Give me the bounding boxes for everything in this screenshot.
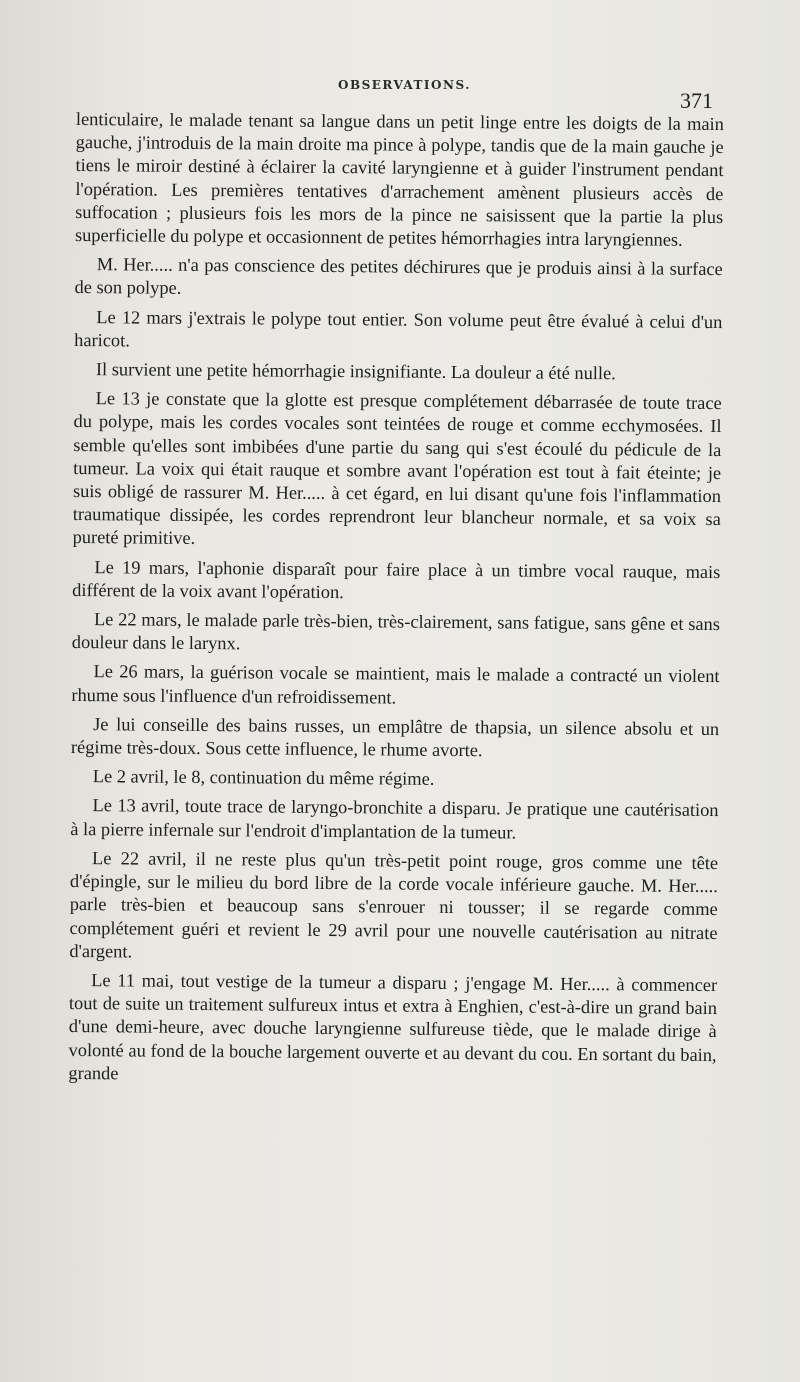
paragraph: Le 22 avril, il ne reste plus qu'un très-petit point rouge, gros comme une tête d'épingle, sur le milieu du bord libre de la corde vocale inférieure gauche. M. Her..... parle très-bien et beaucoup sans s'enrouer ni tousser; il se regarde comme complétement guéri et revient le 29 avril pour une nouvelle cautérisation au nitrate d'argent.	[69, 848, 719, 962]
page-number: 371	[680, 88, 713, 113]
paragraph: Il survient une petite hémorrhagie insignifiante. La douleur a été nulle.	[95, 359, 616, 384]
paragraph: Le 22 mars, le malade parle très-bien, très-clairement, sans fatigue, sans gêne et sans douleur dans le larynx.	[71, 609, 721, 654]
paragraph: M. Her..... n'a pas conscience des petites déchirures que je produis ainsi à la surface de son polype.	[74, 254, 723, 299]
paragraph: Le 2 avril, le 8, continuation du même régime.	[92, 766, 435, 790]
paragraph: Le 12 mars j'extrais le polype tout entier. Son volume peut être évalué à celui d'un haricot.	[74, 306, 723, 351]
body-text	[68, 108, 724, 1096]
paragraph: lenticulaire, le malade tenant sa langue dans un petit linge entre les doigts de la main gauche, j'introduis de la main droite ma pince à polype, tandis que de la main gauche je tiens le miroir destiné à éclairer la cavité laryngienne et à guider l'instrument pendant l'opération. Les premières tentatives d'arrachement amènent plusieurs accès de suffocation ; plusieurs fois les mors de la pince ne saisissent que la partie la plus superficielle du polype et occasionnent de petites hémorrhagies intra laryngiennes.	[74, 108, 724, 250]
paragraph: Le 26 mars, la guérison vocale se maintient, mais le malade a contracté un violent rhume sous l'influence d'un refroidissement.	[71, 661, 720, 708]
paragraph: Le 11 mai, tout vestige de la tumeur a disparu ; j'engage M. Her..... à commencer tout de suite un traitement sulfureux intus et extra à Enghien, c'est-à-dire un grand bain d'une demi-heure, avec douche laryngienne sulfureuse tiède, que le malade dirige à volonté au fond de la bouche largement ouverte et au devant du cou. En sortant du bain, grande	[68, 970, 718, 1084]
running-head: OBSERVATIONS.	[338, 78, 471, 92]
paragraph: Le 13 avril, toute trace de laryngo-bronchite a disparu. Je pratique une cautérisation à la pierre infernale sur l'endroit d'implantation de la tumeur.	[70, 795, 719, 843]
paragraph: Le 13 je constate que la glotte est presque complétement débarrasée de toute trace du polype, mais les cordes vocales sont teintées de rouge et comme ecchymosées. Il semble qu'elles sont imbibées d'une partie du sang qui s'est écoulé du pédicule de la tumeur. La voix qui était rauque et sombre avant l'opération est tout à fait éteinte; je suis obligé de rassurer M. Her..... à cet égard, en lui disant qu'une fois l'inflammation traumatique dissipée, les cordes reprendront leur blancheur normale, et sa voix sa pureté primitive.	[72, 388, 722, 549]
paragraph: Je lui conseille des bains russes, un emplâtre de thapsia, un silence absolu et un régime très-doux. Sous cette influence, le rhume avorte.	[70, 714, 720, 761]
paragraph: Le 19 mars, l'aphonie disparaît pour faire place à un timbre vocal rauque, mais différent de la voix avant l'opération.	[72, 556, 721, 602]
